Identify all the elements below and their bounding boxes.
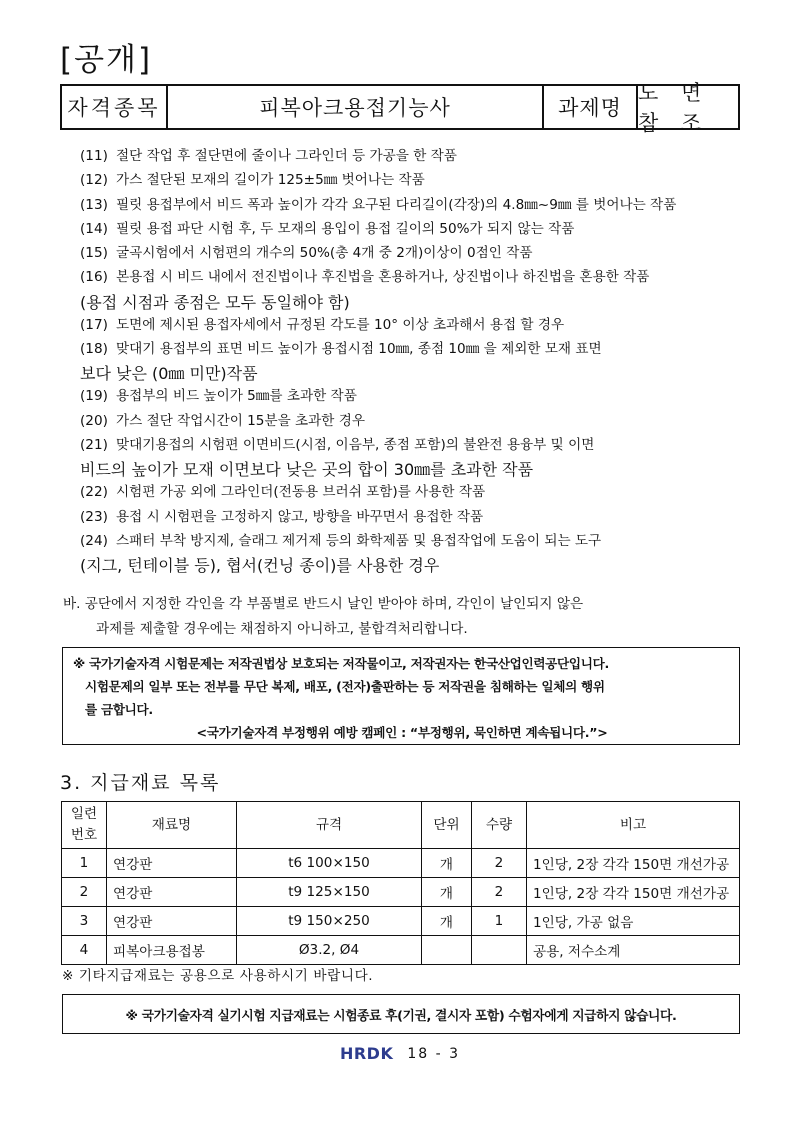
cell-note: 1인당, 2장 각각 150면 개선가공 [527, 878, 740, 907]
footnote: ※ 기타지급재료는 공용으로 사용하시기 바랍니다. [62, 968, 374, 984]
cell-name: 연강판 [107, 907, 237, 936]
item-text: 맞대기 용접부의 표면 비드 높이가 용접시점 10㎜, 종점 10㎜ 을 제외한 모재 표면 [116, 341, 602, 358]
copyright-notice [62, 647, 740, 745]
item-text: 용접 시 시험편을 고정하지 않고, 방향을 바꾸면서 용접한 작품 [116, 508, 484, 525]
header-note: 비고 [527, 802, 740, 849]
list-item [80, 505, 745, 529]
supply-notice-text: ※ 국가기술자격 실기시험 지급재료는 시험종료 후(기권, 결시자 포함) 수험자에게 지급하지 않습니다. [125, 1008, 677, 1024]
supply-notice [62, 994, 740, 1034]
item-number: (24) [80, 532, 108, 549]
header-no: 일련 번호 [62, 802, 107, 849]
category-value: 피복아크용접기능사 [168, 86, 544, 128]
cell-spec: t9 125×150 [237, 878, 422, 907]
item-number: (23) [80, 508, 108, 525]
copyright-line1: ※ 국가기술자격 시험문제는 저작권법상 보호되는 저작물이고, 저작권자는 한국산업인력공단입니다. [73, 656, 609, 671]
item-text: 가스 절단된 모재의 길이가 125±5㎜ 벗어나는 작품 [116, 172, 425, 189]
item-text: 본용접 시 비드 내에서 전진법이나 후진법을 혼용하거나, 상진법이나 하진법을 혼용한 작품 [116, 269, 650, 286]
cell-name: 연강판 [107, 849, 237, 878]
header-unit: 단위 [422, 802, 472, 849]
list-item [80, 384, 745, 408]
copyright-line2: 시험문제의 일부 또는 전부를 무단 복제, 배포, (전자)출판하는 등 저작권을 침해하는 일체의 행위 [85, 679, 605, 694]
cell-qty: 2 [472, 849, 527, 878]
item-text: 스패터 부착 방지제, 슬래그 제거제 등의 화학제품 및 용접작업에 도움이 되는 도구 [116, 532, 602, 549]
list-item [80, 144, 745, 168]
list-item [80, 529, 745, 576]
item-number: (17) [80, 316, 108, 333]
list-item [80, 241, 745, 265]
table-row [62, 936, 740, 965]
item-text: 절단 작업 후 절단면에 줄이나 그라인더 등 가공을 한 작품 [116, 148, 457, 164]
task-label: 과제명 [544, 86, 638, 128]
item-number: (16) [80, 269, 108, 286]
cell-spec: t6 100×150 [237, 849, 422, 878]
cell-no: 3 [62, 907, 107, 936]
header-spec: 규격 [237, 802, 422, 849]
hrdk-logo: HRDK [339, 1044, 394, 1063]
item-number: (14) [80, 220, 108, 237]
cell-name: 연강판 [107, 878, 237, 907]
cell-spec: t9 150×250 [237, 907, 422, 936]
list-item [80, 265, 745, 312]
cell-qty: 2 [472, 878, 527, 907]
list-item [80, 168, 745, 192]
item-continuation: (지그, 턴테이블 등), 협서(컨닝 종이)를 사용한 경우 [80, 556, 440, 576]
list-item [80, 313, 745, 337]
cell-no: 1 [62, 849, 107, 878]
category-label: 자격종목 [62, 86, 168, 128]
table-row [62, 907, 740, 936]
cell-no: 4 [62, 936, 107, 965]
page-footer [0, 1044, 800, 1063]
list-item [80, 433, 745, 480]
cell-note: 1인당, 2장 각각 150면 개선가공 [527, 849, 740, 878]
header-name: 재료명 [107, 802, 237, 849]
header-qty: 수량 [472, 802, 527, 849]
list-item [80, 480, 745, 504]
item-number: (21) [80, 436, 108, 453]
copyright-line3: 를 금합니다. [85, 702, 153, 717]
cell-unit: 개 [422, 878, 472, 907]
header-table [60, 81, 740, 135]
task-value: 도 면 참 조 [638, 81, 710, 135]
note-ba-line2: 과제를 제출할 경우에는 채점하지 아니하고, 불합격처리합니다. [96, 621, 468, 637]
item-number: (11) [80, 148, 108, 164]
item-number: (15) [80, 245, 108, 262]
item-continuation: 비드의 높이가 모재 이면보다 낮은 곳의 합이 30㎜를 초과한 작품 [80, 460, 534, 480]
table-row [62, 849, 740, 878]
cell-qty: 1 [472, 907, 527, 936]
item-text: 도면에 제시된 용접자세에서 규정된 각도를 10° 이상 초과해서 용접 할 경우 [116, 316, 565, 333]
item-number: (20) [80, 412, 108, 429]
item-continuation: (용접 시점과 종점은 모두 동일해야 함) [80, 292, 350, 312]
item-text: 굴곡시험에서 시험편의 개수의 50%(총 4개 중 2개)이상이 0점인 작품 [116, 245, 533, 262]
cell-unit: 개 [422, 907, 472, 936]
note-ba-line1: 바. 공단에서 지정한 각인을 각 부품별로 반드시 날인 받아야 하며, 각인이 날인되지 않은 [63, 596, 584, 612]
cell-qty [472, 936, 527, 965]
item-number: (12) [80, 172, 108, 189]
item-number: (13) [80, 196, 108, 213]
item-text: 가스 절단 작업시간이 15분을 초과한 경우 [116, 412, 366, 429]
table-header-row [62, 802, 740, 849]
item-text: 필릿 용접 파단 시험 후, 두 모재의 용입이 용접 길이의 50%가 되지 않는 작품 [116, 220, 575, 237]
item-text: 용접부의 비드 높이가 5㎜를 초과한 작품 [116, 388, 357, 405]
item-number: (19) [80, 388, 108, 405]
item-number: (22) [80, 484, 108, 501]
cell-unit [422, 936, 472, 965]
page-number: 18 - 3 [407, 1045, 461, 1062]
list-item [80, 337, 745, 384]
item-continuation: 보다 낮은 (0㎜ 미만)작품 [80, 364, 258, 384]
campaign-line: <국가기술자격 부정행위 예방 캠페인 : “부정행위, 묵인하면 계속됩니다.”> [196, 725, 608, 740]
materials-table [61, 801, 740, 965]
cell-note: 1인당, 가공 없음 [527, 907, 740, 936]
failure-criteria-list [80, 144, 745, 576]
item-number: (18) [80, 341, 108, 358]
table-row [62, 878, 740, 907]
list-item [80, 409, 745, 433]
cell-no: 2 [62, 878, 107, 907]
page-tag: [공개] [60, 42, 153, 78]
cell-name: 피복아크용접봉 [107, 936, 237, 965]
note-ba [63, 592, 745, 642]
list-item [80, 217, 745, 241]
cell-note: 공용, 저수소계 [527, 936, 740, 965]
item-text: 필릿 용접부에서 비드 폭과 높이가 각각 요구된 다리길이(각장)의 4.8㎜~9㎜ 를 벗어나는 작품 [116, 196, 677, 213]
cell-spec: Ø3.2, Ø4 [237, 936, 422, 965]
item-text: 시험편 가공 외에 그라인더(전동용 브러쉬 포함)를 사용한 작품 [116, 484, 486, 501]
item-text: 맞대기용접의 시험편 이면비드(시점, 이음부, 종점 포함)의 불완전 용융부 및 이면 [116, 436, 595, 453]
cell-unit: 개 [422, 849, 472, 878]
list-item [80, 193, 745, 217]
section-title: 3. 지급재료 목록 [60, 772, 221, 794]
